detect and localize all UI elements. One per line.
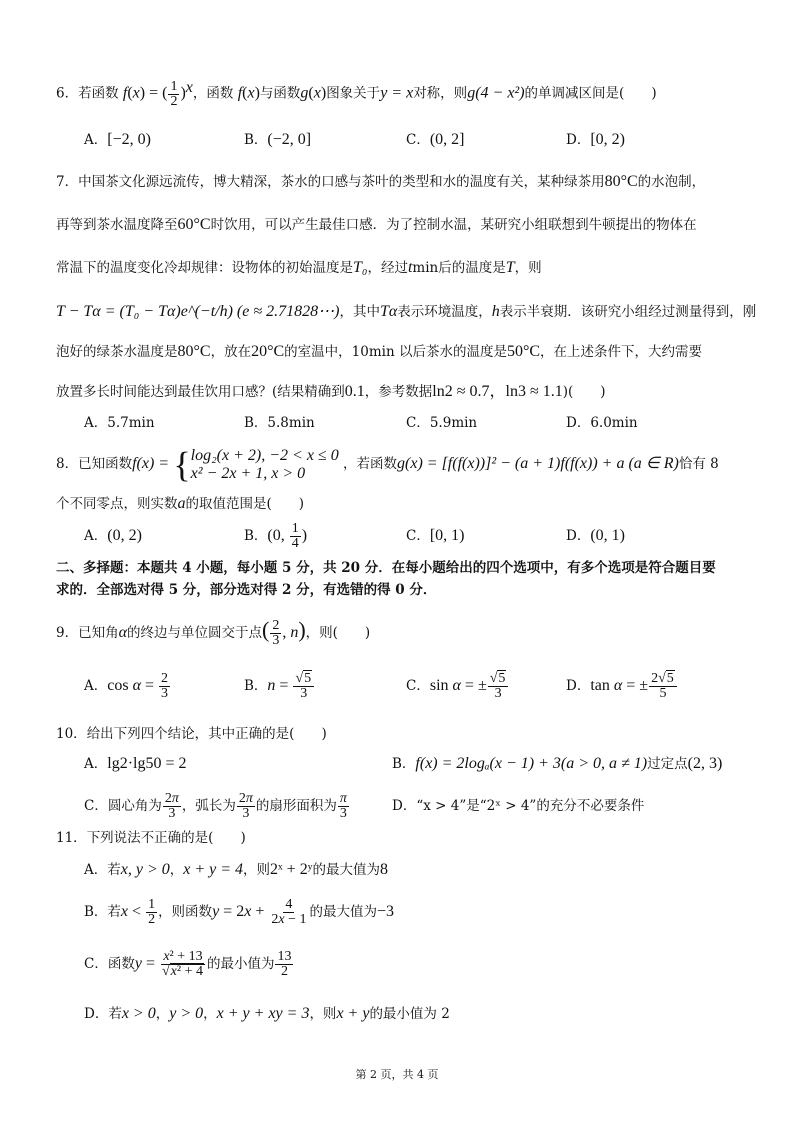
- question-7-line-3: 常温下的温度变化冷却规律：设物体的初始温度是T₀，经过tmin后的温度是T，则: [56, 259, 542, 276]
- piecewise-function: log₂(x + 2), −2 < x ≤ 0 x² − 2x + 1, x > 0: [190, 446, 339, 482]
- q11-option-c[interactable]: C．函数y = $\frac{\text{x² + 13}}{\text{√x² + 4}}$ 的最小值为 $\frac{13}{2}$: [84, 949, 292, 979]
- question-10-stem: 10．给出下列四个结论，其中正确的是( ): [56, 726, 327, 742]
- question-7-line-4: T − Tα = (T₀ − Tα)e^(−t/h) (e ≈ 2.71828⋯)，其中Tα表示环境温度，h表示半衰期．该研究小组经过测量得到，刚: [56, 303, 757, 320]
- q9-option-b[interactable]: B．n = $\frac{√5}{3}$: [244, 672, 315, 701]
- question-number: 6．: [56, 85, 79, 102]
- math-expr: g(4 − x²): [467, 84, 525, 102]
- q6-option-c[interactable]: C．(0, 2]: [406, 131, 465, 148]
- q11-option-a[interactable]: A．若x, y > 0，x + y = 4，则2ˣ + 2ʸ的最大值为8: [84, 861, 388, 878]
- q6-option-b[interactable]: B．(−2, 0]: [244, 131, 312, 148]
- page-footer: 第 2 页，共 4 页: [355, 1068, 439, 1081]
- stem-text: 对称，则: [413, 85, 468, 102]
- question-7-line-6: 放置多长时间能达到最佳饮用口感？(结果精确到0.1，参考数据ln2 ≈ 0.7，ln3 ≈ 1.1)( ): [56, 383, 606, 400]
- section-2-instructions-line-2: 求的．全部选对得 5 分，部分选对得 2 分，有选错的得 0 分．: [56, 582, 437, 598]
- question-8-stem: 8．已知函数f(x) = { log₂(x + 2), −2 < x ≤ 0 x² − 2x + 1, x > 0 ，若函数g(x) = [f(f(x))]² − (a + 1)f(f(x)) + a (a ∈ R)恰有 8: [56, 444, 719, 485]
- q9-option-d[interactable]: D．tan α = ± $\frac{2√5}{5}$: [566, 672, 678, 701]
- q11-option-b[interactable]: B．若x < $\frac{1}{2}$ ，则函数y = 2x + $\frac{4}{2x - 1}$ 的最大值为−3: [84, 897, 394, 927]
- question-7-line-5: 泡好的绿茶水温度是80°C，放在20°C的室温中，10min 以后茶水的温度是50°C，在上述条件下，大约需要: [56, 343, 703, 360]
- cooling-formula: T − Tα = (T₀ − Tα)e^(−t/h) (e ≈ 2.71828⋯): [56, 303, 340, 320]
- question-6-stem: 6．若函数 f(x) = ( $\frac{1}{2}$ )$^x$，函数 f(x)与函数g(x)图象关于y = x对称，则g(4 − x²)的单调减区间是( ): [56, 78, 657, 109]
- question-8-line-2: 个不同零点，则实数a的取值范围是( ): [56, 495, 305, 512]
- question-7-line-2: 再等到茶水温度降至60°C时饮用，可以产生最佳口感．为了控制水温，某研究小组联想到牛顿提出的物体在: [56, 216, 697, 233]
- q10-option-a[interactable]: A．lg2·lg50 = 2: [84, 755, 187, 772]
- q10-option-b[interactable]: B．f(x) = 2logₐ(x − 1) + 3(a > 0, a ≠ 1)过定点(2, 3): [392, 755, 723, 772]
- stem-text: 的单调减区间是( ): [524, 85, 657, 102]
- q9-option-a[interactable]: A．cos α = $\frac{2}{3}$: [84, 671, 169, 701]
- q9-option-c[interactable]: C．sin α = ± $\frac{√5}{3}$: [406, 672, 509, 701]
- function-f: f: [122, 84, 128, 102]
- q11-option-d[interactable]: D．若x > 0，y > 0，x + y + xy = 3，则x + y的最小值为 2: [84, 1005, 450, 1022]
- q7-option-b[interactable]: B．5.8min: [244, 415, 315, 431]
- section-2-instructions-line-1: 二、多择题：本题共 4 小题，每小题 5 分，共 20 分．在每小题给出的四个选项中，有多个选项是符合题目要: [56, 560, 716, 576]
- q7-option-d[interactable]: D．6.0min: [566, 415, 638, 431]
- question-7-line-1: 7．中国茶文化源远流传，博大精深，茶水的口感与茶叶的类型和水的温度有关，某种绿茶用80°C的水泡制，: [56, 173, 706, 190]
- q8-option-b[interactable]: B．(0, $\frac{1}{4}$ ): [244, 521, 308, 551]
- q7-option-a[interactable]: A．5.7min: [84, 415, 155, 431]
- q6-option-d[interactable]: D．[0, 2): [566, 131, 625, 148]
- q8-option-a[interactable]: A．(0, 2): [84, 527, 142, 544]
- q7-option-c[interactable]: C．5.9min: [406, 415, 478, 431]
- stem-text: 图象关于: [326, 85, 381, 102]
- q8-option-d[interactable]: D．(0, 1): [566, 527, 625, 544]
- q10-option-d[interactable]: D．“x > 4”是“2ˣ > 4”的充分不必要条件: [392, 798, 645, 814]
- math-expr: y = x: [380, 84, 414, 102]
- q6-option-a[interactable]: A．[−2, 0): [84, 131, 151, 148]
- q8-option-c[interactable]: C．[0, 1): [406, 527, 465, 544]
- question-11-stem: 11．下列说法不正确的是( ): [56, 830, 246, 846]
- stem-text: 若函数: [78, 85, 119, 102]
- q10-option-c[interactable]: C．圆心角为 $\frac{2\pi}{3}$ ，弧长为 $\frac{2\pi}{3}$ 的扇形面积为 $\frac{\pi}{3}$: [84, 791, 347, 821]
- fraction-one-half: $\frac{1}{2}$: [170, 78, 178, 109]
- question-9-stem: 9．已知角α的终边与单位圆交于点( $\frac{2}{3}$ , n)，则( ): [56, 617, 371, 648]
- stem-text: 与函数: [259, 85, 301, 102]
- stem-text: ，函数: [192, 85, 234, 102]
- piecewise-brace: {: [173, 444, 191, 485]
